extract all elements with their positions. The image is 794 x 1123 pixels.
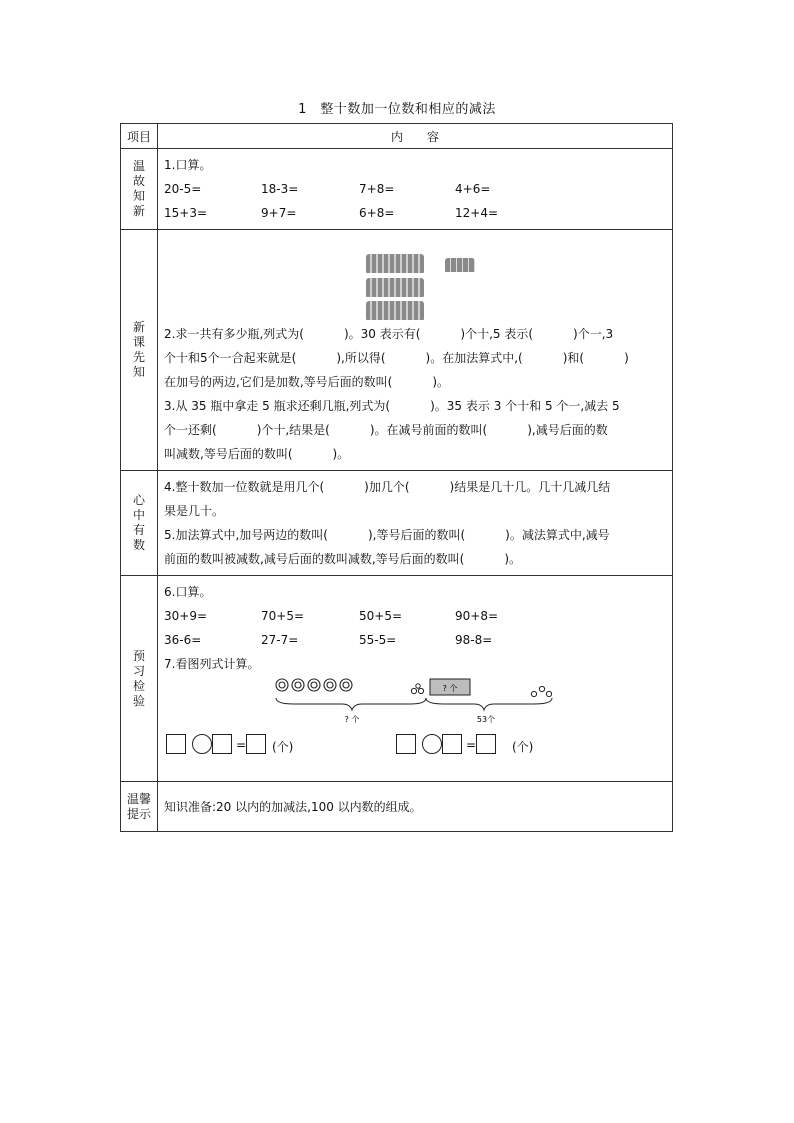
practice-content xyxy=(158,576,673,782)
q7-title: 7.看图列式计算。 xyxy=(164,657,260,671)
unit-label: (个) xyxy=(272,740,294,754)
q4-text xyxy=(164,475,666,523)
operator-circle[interactable] xyxy=(422,734,442,754)
review-item: 7+8= xyxy=(359,182,395,196)
left-brace-label: ? 个 xyxy=(344,715,360,724)
q3-part: )。在减号前面的数叫( xyxy=(369,423,488,437)
review-row-2 xyxy=(164,201,666,225)
practice-item: 30+9= xyxy=(164,609,208,623)
loose-bottles-image xyxy=(445,258,475,272)
unit-label: (个) xyxy=(512,740,534,754)
q2-part: 在加号的两边,它们是加数,等号后面的数叫( xyxy=(164,375,393,389)
q2-part: 个十和5个一合起来就是( xyxy=(164,351,297,365)
q3-part: )个十,结果是( xyxy=(256,423,330,437)
q2-part: )。在加法算式中,( xyxy=(425,351,523,365)
review-item: 18-3= xyxy=(261,182,299,196)
q4-part: )加几个( xyxy=(364,480,410,494)
answer-box[interactable] xyxy=(442,734,462,754)
preview-content xyxy=(158,230,673,471)
practice-item: 55-5= xyxy=(359,633,397,647)
tips-text: 知识准备:20 以内的加减法,100 以内数的组成。 xyxy=(164,799,422,814)
q3-part: ),减号后面的数 xyxy=(527,423,608,437)
q5-part: 前面的数叫被减数,减号后面的数叫减数,等号后面的数叫( xyxy=(164,552,465,566)
page-title: 1 整十数加一位数和相应的减法 xyxy=(298,102,496,117)
equals-sign: = xyxy=(466,738,477,752)
review-item: 6+8= xyxy=(359,206,395,220)
q5-part: )。减法算式中,减号 xyxy=(505,528,610,542)
q6-title: 6.口算。 xyxy=(164,585,212,599)
section-label-tips xyxy=(121,782,158,832)
practice-row-2 xyxy=(164,628,666,652)
practice-item: 36-6= xyxy=(164,633,202,647)
equals-sign: = xyxy=(236,738,247,752)
practice-item: 70+5= xyxy=(261,609,305,623)
q3-part: 3.从 35 瓶中拿走 5 瓶求还剩几瓶,列式为( xyxy=(164,399,391,413)
answer-box[interactable] xyxy=(396,734,416,754)
q5-part: 5.加法算式中,加号两边的数叫( xyxy=(164,528,328,542)
bottles-picture xyxy=(164,234,666,322)
flower-clusters-image xyxy=(276,679,352,691)
q2-part: ) xyxy=(624,351,629,365)
q3-part: )。35 表示 3 个十和 5 个一,减去 5 xyxy=(430,399,620,413)
mind-content xyxy=(158,471,673,576)
right-brace-label: 53个 xyxy=(476,715,496,724)
operator-circle[interactable] xyxy=(192,734,212,754)
section-label-review xyxy=(121,149,158,230)
section-label-practice xyxy=(121,576,158,782)
q7-figure xyxy=(164,676,666,728)
bottle-bundle-image xyxy=(366,278,424,297)
bottle-bundle-image xyxy=(366,254,424,273)
practice-item: 50+5= xyxy=(359,609,403,623)
section-label-preview xyxy=(121,230,158,471)
review-label: 温故知新 xyxy=(132,159,145,218)
review-item: 4+6= xyxy=(455,182,491,196)
preview-label: 新课先知 xyxy=(132,320,145,379)
q2-part: )。 xyxy=(432,375,449,389)
review-item: 15+3= xyxy=(164,206,208,220)
answer-box[interactable] xyxy=(476,734,496,754)
practice-item: 27-7= xyxy=(261,633,299,647)
q2-part: ),所以得( xyxy=(336,351,386,365)
q3-part: )。 xyxy=(332,447,350,461)
review-item: 9+7= xyxy=(261,206,297,220)
q2-text xyxy=(164,322,666,394)
header-item: 项目 xyxy=(121,124,158,149)
practice-row-1 xyxy=(164,604,666,628)
bottle-bundle-image xyxy=(366,301,424,320)
section-label-mind xyxy=(121,471,158,576)
answer-box[interactable] xyxy=(166,734,186,754)
q2-part: )个十,5 表示( xyxy=(460,327,534,341)
practice-item: 98-8= xyxy=(455,633,493,647)
q4-part: 果是几十。 xyxy=(164,504,225,518)
header-content: 内 容 xyxy=(158,124,673,149)
q4-part: )结果是几十几。几十几减几结 xyxy=(449,480,611,494)
right-brace xyxy=(426,698,552,710)
tips-label: 温馨提示 xyxy=(126,791,151,821)
answer-box[interactable] xyxy=(212,734,232,754)
q2-part: 2.求一共有多少瓶,列式为( xyxy=(164,327,304,341)
left-brace xyxy=(276,698,426,710)
review-row-1 xyxy=(164,177,666,201)
q5-text xyxy=(164,523,666,571)
q3-part: 叫减数,等号后面的数叫( xyxy=(164,447,293,461)
practice-label: 预习检验 xyxy=(132,648,145,708)
q2-part: )和( xyxy=(562,351,585,365)
q7-figure-svg xyxy=(274,676,574,728)
q3-text xyxy=(164,394,666,466)
box-label: ? 个 xyxy=(442,684,458,693)
review-item: 12+4= xyxy=(455,206,499,220)
review-item: 20-5= xyxy=(164,182,202,196)
tips-content xyxy=(158,782,673,832)
q4-part: 4.整十数加一位数就是用几个( xyxy=(164,480,325,494)
answer-box[interactable] xyxy=(246,734,266,754)
q2-part: )。30 表示有( xyxy=(343,327,421,341)
q3-part: 个一还剩( xyxy=(164,423,217,437)
mind-label: 心中有数 xyxy=(132,493,145,552)
review-content xyxy=(158,149,673,230)
q1-title: 1.口算。 xyxy=(164,158,212,172)
q2-part: )个一,3 xyxy=(573,327,614,341)
answer-boxes xyxy=(164,728,666,758)
worksheet-table xyxy=(120,123,673,832)
q5-part: )。 xyxy=(504,552,522,566)
q5-part: ),等号后面的数叫( xyxy=(367,528,466,542)
practice-item: 90+8= xyxy=(455,609,499,623)
